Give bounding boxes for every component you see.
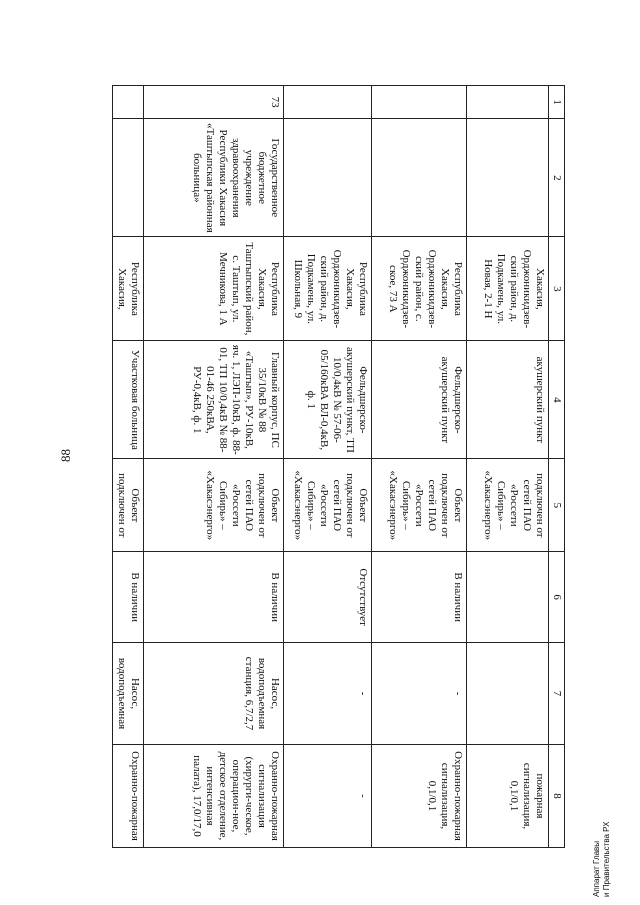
cell-equipment: - [372, 643, 467, 745]
cell-equipment: Насос, водоподъемная [113, 643, 144, 745]
header-cell-4: 4 [549, 341, 565, 459]
cell-address: Республика Хакасия, [113, 237, 144, 341]
cell-number [372, 86, 467, 119]
cell-equipment: - [284, 643, 372, 745]
table-row [372, 86, 467, 848]
table-row [144, 86, 284, 848]
cell-organization [467, 119, 549, 237]
cell-alarm: Охранно-пожарная [113, 745, 144, 848]
cell-address: Республика Хакасия, Орджоникидзев-ский район, д. Подкамень, ул. Школьная, 9 [284, 237, 372, 341]
cell-object: Участковая больница [113, 341, 144, 459]
footer-line-1: Аппарат Главы [592, 840, 601, 897]
header-cell-2: 2 [549, 119, 565, 237]
cell-equipment: Насос, водоподъемная станция, 6,7/2,7 [144, 643, 284, 745]
cell-power-source: Объект подключен от сетей ПАО «Россети Сибирь» – «Хакасэнерго» [284, 459, 372, 552]
cell-alarm: Охранно-пожарная сигнализация, 0,1/0,1 [372, 745, 467, 848]
cell-backup: В наличии [144, 552, 284, 643]
cell-power-source: Объект подключен от сетей ПАО «Россети Сибирь» – «Хакасэнерго» [144, 459, 284, 552]
footer-line-2: и Правительства РХ [602, 821, 611, 897]
rotated-table-container [110, 85, 565, 848]
cell-organization [284, 119, 372, 237]
cell-address: Хакасия, Орджоникидзев-ский район, д. Подкамень, ул. Новая, 2-1 Н [467, 237, 549, 341]
header-cell-1: 1 [549, 86, 565, 119]
footer-stamp [592, 822, 612, 897]
cell-number [284, 86, 372, 119]
data-table [112, 85, 565, 848]
header-cell-6: 6 [549, 552, 565, 643]
cell-power-source: подключен от сетей ПАО «Россети Сибирь» – «Хакасэнерго» [467, 459, 549, 552]
cell-address: Республика Хакасия, Таштыпский район, с. Таштып, ул. Мечникова, 1 А [144, 237, 284, 341]
cell-power-source: Объект подключен от сетей ПАО «Россети Сибирь» – «Хакасэнерго» [372, 459, 467, 552]
cell-backup: Отсутствует [284, 552, 372, 643]
header-cell-8: 8 [549, 745, 565, 848]
cell-object: акушерский пункт [467, 341, 549, 459]
cell-object: Главный корпус, ПС 35/10кВ № 88 «Таштып», РУ-10кВ, яч. 1, ЛЭП-10кВ, ф. 88-01, ТП 10/0,4кВ № 88-01-46 250кВА, РУ-0,4кВ, ф. 1 [144, 341, 284, 459]
cell-organization: Государственное бюджетное учреждение здравоохранения Республики Хакасия «Таштыпская районная больница» [144, 119, 284, 237]
cell-backup [467, 552, 549, 643]
cell-number: 73 [144, 86, 284, 119]
table-row [113, 86, 144, 848]
table-row [467, 86, 549, 848]
cell-alarm: Охранно-пожарная сигнализация (хирурги-ческое, операцион-ное, детское отделение, интенсивная палата), 17,0/17,0 [144, 745, 284, 848]
cell-object: Фельдшерско-акушерский пункт [372, 341, 467, 459]
page-number: 88 [58, 449, 73, 462]
table-row [284, 86, 372, 848]
cell-number [467, 86, 549, 119]
header-cell-7: 7 [549, 643, 565, 745]
cell-object: Фельдшерско-акушерский пункт, ТП 10/0,4кВ № 57-06-05/160кВА ВЛ-0,4кВ, ф. 1 [284, 341, 372, 459]
cell-organization [113, 119, 144, 237]
cell-backup: В наличии [113, 552, 144, 643]
cell-alarm: пожарная сигнализация, 0,1/0,1 [467, 745, 549, 848]
cell-number [113, 86, 144, 119]
cell-address: Республика Хакасия, Орджоникидзев-ский район, с. Орджоникидзев-ское, 73 А [372, 237, 467, 341]
header-cell-5: 5 [549, 459, 565, 552]
cell-alarm: - [284, 745, 372, 848]
cell-power-source: Объект подключен от [113, 459, 144, 552]
cell-organization [372, 119, 467, 237]
header-row [549, 86, 565, 848]
header-cell-3: 3 [549, 237, 565, 341]
cell-equipment [467, 643, 549, 745]
cell-backup: В наличии [372, 552, 467, 643]
